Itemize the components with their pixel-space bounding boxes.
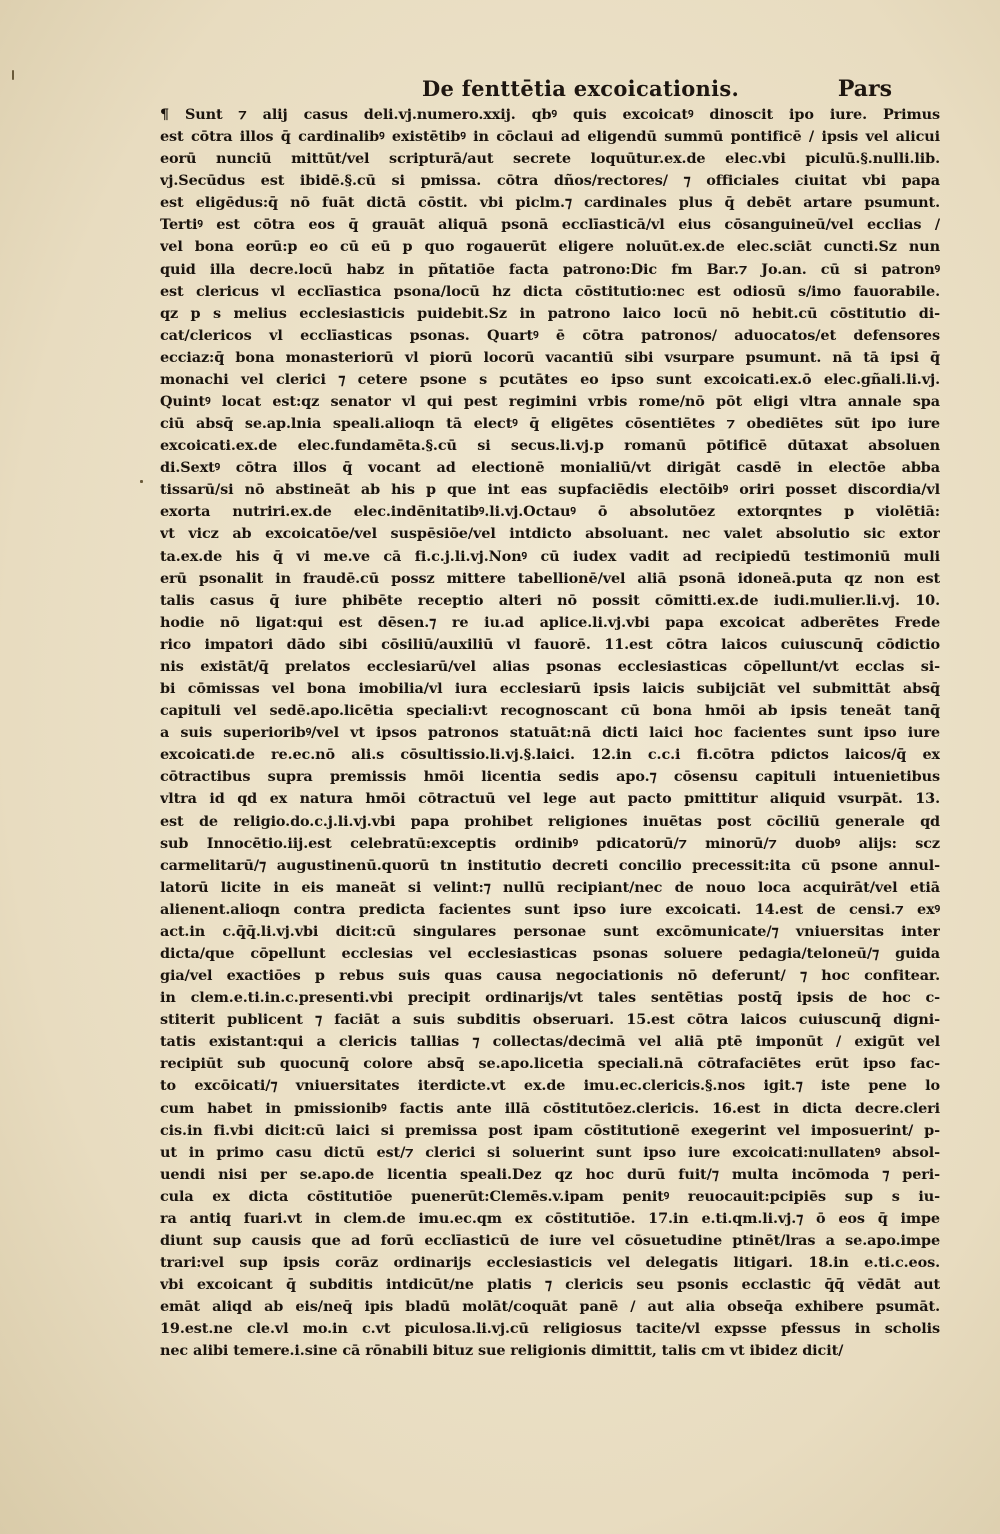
text-line: excoicati.ex.de elec.fundamēta.§.cū si secus.li.vj.p romanū pōtificē dūtaxat absoluen <box>160 437 940 455</box>
text-line: 19.est.ne cle.vl mo.in c.vt piculosa.li.vj.cū religiosus tacite/vl expsse pfessus in scholis <box>160 1320 940 1338</box>
text-line: act.in c.q̄q̄.li.vj.vbi dicit:cū singulares personae sunt excōmunicate/⁊ vniuersitas inter <box>160 922 940 940</box>
text-line: capituli vel sedē.apo.licētia speciali:vt recognoscant cū bona hmōi ab ipsis teneāt tanq̄ <box>160 702 940 720</box>
text-line: est de religio.do.c.j.li.vj.vbi papa prohibet religiones inuētas post cōciliū generale qd <box>160 812 940 830</box>
margin-speck <box>12 70 14 80</box>
text-line: vltra id qd ex natura hmōi cōtractuū vel lege aut pacto pmittitur aliquid vsurpāt. 13. <box>160 790 940 808</box>
text-line: stiterit publicent ⁊ faciāt a suis subditis obseruari. 15.est cōtra laicos cuiuscunq̄ digni- <box>160 1011 940 1029</box>
text-line: emāt aliqd ab eis/neq̄ ipis bladū molāt/coquāt panē / aut alia obseq̄a exhibere psumāt. <box>160 1298 940 1316</box>
text-line: to excōicati/⁊ vniuersitates iterdicte.vt ex.de imu.ec.clericis.§.nos igit.⁊ iste pene lo <box>160 1077 940 1095</box>
text-line: ut in primo casu dictū est/⁊ clerici si soluerint sunt ipso iure excoicati:nullatenꝰ absol- <box>160 1143 940 1161</box>
text-line: quid illa decre.locū habz in pñtatiōe facta patrono:Dic fm Bar.⁊ Jo.an. cū si patronꝰ <box>160 260 940 278</box>
text-line: ta.ex.de his q̄ vi me.ve cā fi.c.j.li.vj.Nonꝰ cū iudex vadit ad recipiedū testimoniū muli <box>160 547 940 565</box>
text-line: ecciaz:q̄ bona monasteriorū vl piorū locorū vacantiū sibi vsurpare psumunt. nā tā ipsi q̄ <box>160 348 940 366</box>
text-line: ciū absq̄ se.ap.lnia speali.alioqn tā electꝰ q̄ eligētes cōsentiētes ⁊ obediētes sūt ipo iure <box>160 415 940 433</box>
text-line: Quintꝰ locat est:qz senator vl qui pest regimini vrbis rome/nō pōt eligi vltra annale spa <box>160 393 940 411</box>
text-line: eorū nunciū mittūt/vel scripturā/aut secrete loquūtur.ex.de elec.vbi piculū.§.nulli.lib. <box>160 150 940 168</box>
text-line: ¶ Sunt ⁊ alij casus deli.vj.numero.xxij. qbꝰ quis excoicatꝰ dinoscit ipo iure. Primus <box>160 106 940 123</box>
text-line: alienent.alioqn contra predicta facientes sunt ipso iure excoicati. 14.est de censi.⁊ exꝰ <box>160 900 940 918</box>
text-line: talis casus q̄ iure phibēte receptio alteri nō possit cōmitti.ex.de iudi.mulier.li.vj. 10. <box>160 591 940 609</box>
text-line: recipiūt sub quocunq̄ colore absq̄ se.apo.licetia speciali.nā cōtrafaciētes erūt ipso fac- <box>160 1055 940 1073</box>
running-title: De fenttētia excoicationis. <box>422 76 740 101</box>
text-line: cōtractibus supra premissis hmōi licentia sedis apo.⁊ cōsensu capituli intuenietibus <box>160 768 940 786</box>
text-line: vt vicz ab excoicatōe/vel suspēsiōe/vel intdicto absoluant. nec valet absolutio sic extor <box>160 525 940 543</box>
text-line: monachi vel clerici ⁊ cetere psone s pcutātes eo ipso sunt excoicati.ex.ō elec.gñali.li.vj. <box>160 370 940 388</box>
text-line: vbi excoicant q̄ subditis intdicūt/ne platis ⁊ clericis seu psonis ecclastic q̄q̄ vēdāt aut <box>160 1276 940 1294</box>
text-line: tatis existant:qui a clericis tallias ⁊ collectas/decimā vel aliā ptē imponūt / exigūt vel <box>160 1033 940 1051</box>
text-line: hodie nō ligat:qui est dēsen.⁊ re iu.ad aplice.li.vj.vbi papa excoicat adberētes Frede <box>160 613 940 631</box>
text-line: erū psonalit in fraudē.cū possz mittere tabellionē/vel aliā psonā idoneā.puta qz non est <box>160 569 940 587</box>
text-line: nec alibi temere.i.sine cā rōnabili bituz sue religionis dimittit, talis cm vt ibidez dicit/ <box>160 1342 844 1360</box>
text-line: qz p s melius ecclesiasticis puidebit.Sz in patrono laico locū nō hebit.cū cōstitutio di- <box>160 304 940 322</box>
text-line: rico impatori dādo sibi cōsiliū/auxiliū vl fauorē. 11.est cōtra laicos cuiuscunq̄ cōdictio <box>160 635 940 653</box>
margin-speck <box>140 480 143 483</box>
text-line: excoicati.de re.ec.nō ali.s cōsultissio.li.vj.§.laici. 12.in c.c.i fi.cōtra pdictos laicos/q̄ ex <box>160 746 940 764</box>
text-line: vel bona eorū:p eo cū eū p quo rogauerūt eligere noluūt.ex.de elec.sciāt cuncti.Sz nun <box>160 238 940 256</box>
text-line: Tertiꝰ est cōtra eos q̄ grauāt aliquā psonā ecclīasticā/vl eius cōsanguineū/vel ecclias / <box>160 216 940 234</box>
body-text <box>160 104 940 1362</box>
text-line: bi cōmissas vel bona imobilia/vl iura ecclesiarū ipsis laicis subijciāt vel submittāt absq̄ <box>160 680 940 698</box>
text-line: trari:vel sup ipsis corāz ordinarijs ecclesiasticis vel delegatis litigari. 18.in e.ti.c.eos. <box>160 1254 940 1272</box>
text-line: est clericus vl ecclīastica psona/locū hz dicta cōstitutio:nec est odiosū s/imo fauorabile. <box>160 282 940 300</box>
text-line: carmelitarū/⁊ augustinenū.quorū tn institutio decreti concilio precessit:ita cū psone annul- <box>160 856 940 874</box>
text-line: ra antiq fuari.vt in clem.de imu.ec.qm ex cōstitutiōe. 17.in e.ti.qm.li.vj.⁊ ō eos q̄ impe <box>160 1209 940 1227</box>
text-line: nis existāt/q̄ prelatos ecclesiarū/vel alias psonas ecclesiasticas cōpellunt/vt ecclas si- <box>160 657 940 675</box>
text-line: cula ex dicta cōstitutiōe puenerūt:Clemēs.v.ipam penitꝰ reuocauit:pcipiēs sup s iu- <box>160 1187 940 1205</box>
text-line: dicta/que cōpellunt ecclesias vel ecclesiasticas psonas soluere pedagia/teloneū/⁊ guida <box>160 944 940 962</box>
text-line: sub Innocētio.iij.est celebratū:exceptis ordinibꝰ pdicatorū/⁊ minorū/⁊ duobꝰ alijs: scz <box>160 834 940 852</box>
text-line: latorū licite in eis maneāt si velint:⁊ nullū recipiant/nec de nouo loca acquirāt/vel etiā <box>160 878 940 896</box>
text-line: uendi nisi per se.apo.de licentia speali.Dez qz hoc durū fuit/⁊ multa incōmoda ⁊ peri- <box>160 1165 940 1183</box>
text-line: est cōtra illos q̄ cardinalibꝰ existētibꝰ in cōclaui ad eligendū summū pontificē / ipsis vel alicui <box>160 128 940 146</box>
running-part: Pars <box>837 76 892 102</box>
text-line: di.Sextꝰ cōtra illos q̄ vocant ad electionē monialiū/vt dirigāt casdē in electōe abba <box>160 459 940 477</box>
text-line: vj.Secūdus est ibidē.§.cū si pmissa. cōtra dños/rectores/ ⁊ officiales ciuitat vbi papa <box>160 172 940 190</box>
text-line: est eligēdus:q̄ nō fuāt dictā cōstit. vbi piclm.⁊ cardinales plus q̄ debēt artare psumunt. <box>160 194 940 212</box>
text-line: cis.in fi.vbi dicit:cū laici si premissa post ipam cōstitutionē exegerint vel imposuerint/ p- <box>160 1121 940 1139</box>
text-line: in clem.e.ti.in.c.presenti.vbi precipit ordinarijs/vt tales sentētias postq̄ ipsis de hoc c- <box>160 989 940 1007</box>
text-line: diunt sup causis que ad forū ecclīasticū de iure vel cōsuetudine ptinēt/lras a se.apo.impe <box>160 1231 940 1249</box>
text-line: tissarū/si nō abstineāt ab his p que int eas supfaciēdis electōibꝰ oriri posset discordia/vl <box>160 481 940 499</box>
text-line: cum habet in pmissionibꝰ factis ante illā cōstitutōez.clericis. 16.est in dicta decre.cleri <box>160 1099 940 1117</box>
text-line: gia/vel exactiōes p rebus suis quas causa negociationis nō deferunt/ ⁊ hoc confitear. <box>160 967 940 985</box>
text-line: cat/clericos vl ecclīasticas psonas. Quartꝰ ē cōtra patronos/ aduocatos/et defensores <box>160 326 940 344</box>
text-line: a suis superioribꝰ/vel vt ipsos patronos statuāt:nā dicti laici hoc facientes sunt ipso iure <box>160 724 940 742</box>
running-header <box>160 76 940 106</box>
text-line: exorta nutriri.ex.de elec.indēnitatibꝰ.li.vj.Octauꝰ ō absolutōez extorqntes p violētiā: <box>160 503 940 521</box>
